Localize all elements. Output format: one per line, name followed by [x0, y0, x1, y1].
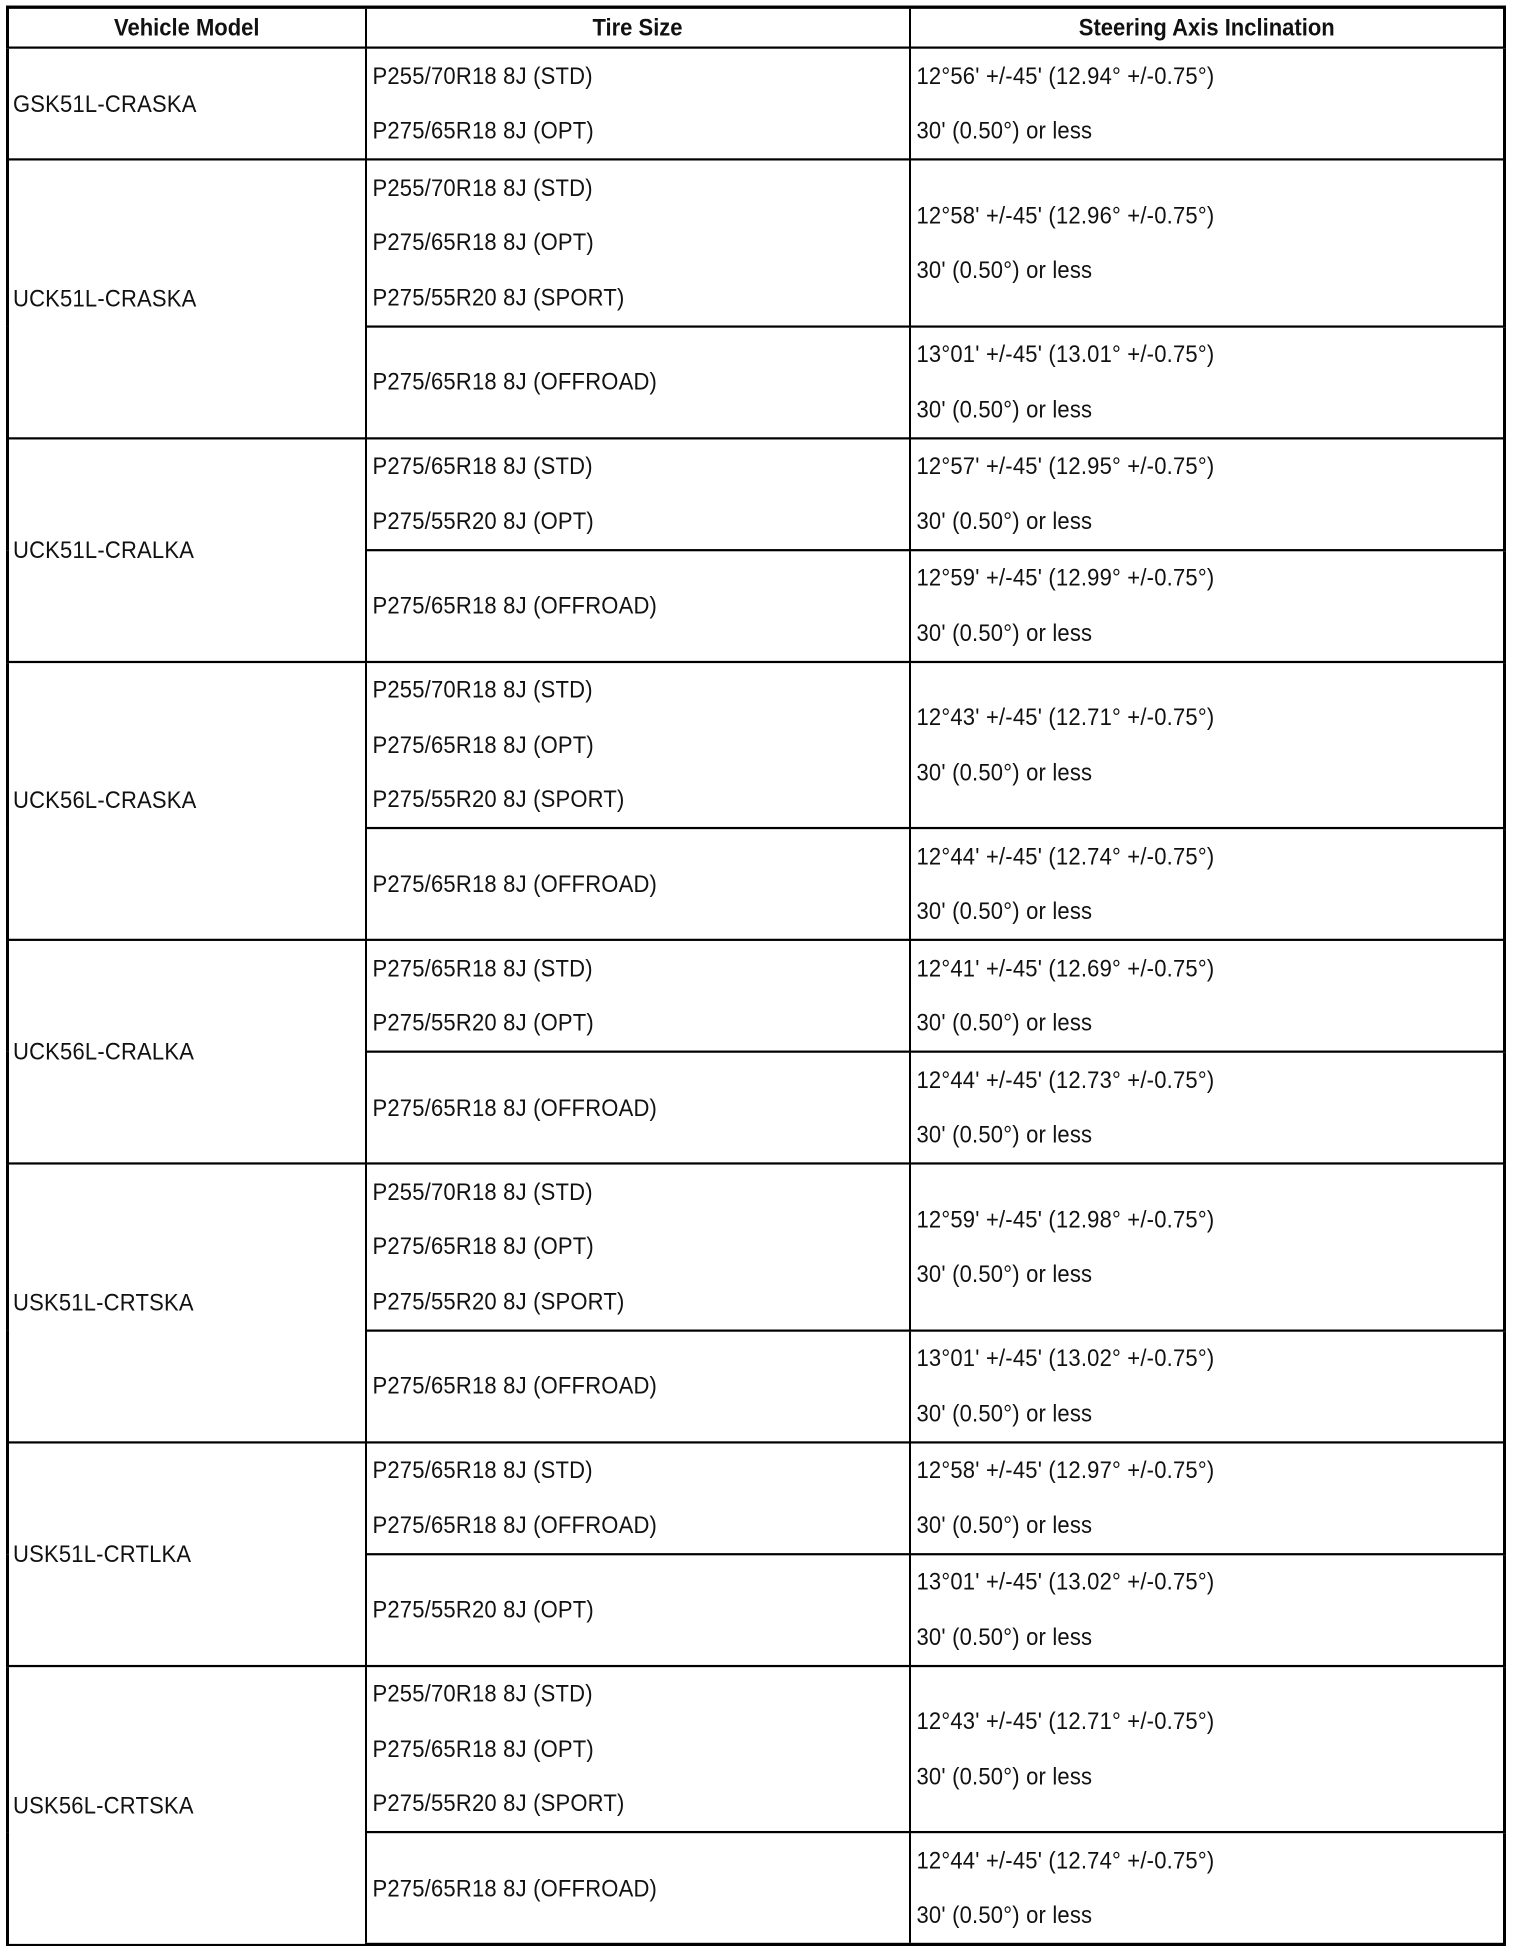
- tire-size-cell: [366, 661, 910, 828]
- column-header-steering-axis-inclination: Steering Axis Inclination: [910, 7, 1505, 47]
- inclination-values: [917, 1694, 1500, 1804]
- vehicle-model-cell: [8, 1163, 366, 1441]
- tire-size-text: P275/55R20 8J (SPORT): [372, 785, 625, 813]
- left-right-difference-text: 30' (0.50°) or less: [916, 255, 1093, 284]
- inclination-values: [917, 1192, 1500, 1302]
- vehicle-model-text: UCK56L-CRALKA: [13, 1037, 195, 1065]
- table-body: [8, 48, 1505, 1945]
- left-right-difference-text: 30' (0.50°) or less: [916, 618, 1093, 647]
- left-right-difference-text: 30' (0.50°) or less: [916, 394, 1093, 423]
- left-right-difference-text: 30' (0.50°) or less: [916, 1761, 1093, 1790]
- inclination-cell: [910, 828, 1505, 940]
- vehicle-model-cell: [8, 48, 366, 160]
- column-header-vehicle-model: Vehicle Model: [8, 7, 366, 47]
- vehicle-model-text: USK51L-CRTLKA: [13, 1539, 192, 1567]
- inclination-cell: [910, 1163, 1505, 1330]
- inclination-values: [917, 188, 1500, 298]
- tire-size-cell: [366, 438, 910, 550]
- inclination-spec-text: 12°58' +/-45' (12.97° +/-0.75°): [916, 1455, 1215, 1484]
- left-right-difference-text: 30' (0.50°) or less: [916, 1008, 1093, 1037]
- tire-size-cell: [366, 940, 910, 1052]
- inclination-values: [917, 1053, 1500, 1163]
- vehicle-model-text: GSK51L-CRASKA: [13, 89, 197, 117]
- tire-size-text: P275/55R20 8J (SPORT): [372, 283, 625, 311]
- tire-size-cell: [366, 1052, 910, 1164]
- tire-size-cell: [366, 159, 910, 326]
- tire-size-text: P275/55R20 8J (OPT): [372, 506, 594, 535]
- inclination-spec-text: 13°01' +/-45' (13.02° +/-0.75°): [916, 1344, 1215, 1372]
- inclination-spec-text: 12°59' +/-45' (12.99° +/-0.75°): [916, 563, 1215, 592]
- left-right-difference-text: 30' (0.50°) or less: [916, 757, 1093, 786]
- inclination-spec-text: 12°41' +/-45' (12.69° +/-0.75°): [916, 953, 1215, 982]
- inclination-values: [917, 551, 1500, 661]
- inclination-spec-text: 12°44' +/-45' (12.74° +/-0.75°): [916, 842, 1215, 870]
- inclination-values: [917, 829, 1500, 939]
- tire-size-text: P275/65R18 8J (STD): [372, 451, 593, 480]
- inclination-spec-text: 12°57' +/-45' (12.95° +/-0.75°): [916, 451, 1215, 480]
- table-row: [8, 661, 1505, 828]
- inclination-values: [917, 690, 1500, 800]
- tire-size-cell: [366, 1554, 910, 1666]
- left-right-difference-text: 30' (0.50°) or less: [916, 1510, 1093, 1539]
- inclination-cell: [910, 438, 1505, 550]
- inclination-values: [917, 327, 1500, 437]
- left-right-difference-text: 30' (0.50°) or less: [916, 1120, 1093, 1149]
- tire-size-text: P275/65R18 8J (OPT): [372, 1734, 594, 1763]
- inclination-spec-text: 12°58' +/-45' (12.96° +/-0.75°): [916, 200, 1215, 229]
- table-row: [8, 438, 1505, 550]
- left-right-difference-text: 30' (0.50°) or less: [916, 1622, 1093, 1651]
- inclination-values: [917, 1331, 1500, 1441]
- tire-size-text: P275/65R18 8J (OFFROAD): [372, 1371, 658, 1400]
- inclination-spec-text: 12°59' +/-45' (12.98° +/-0.75°): [916, 1204, 1215, 1233]
- tire-size-text: P275/65R18 8J (OPT): [372, 730, 594, 759]
- inclination-cell: [910, 1442, 1505, 1554]
- tire-size-cell: [366, 1163, 910, 1330]
- tire-size-text: P275/55R20 8J (SPORT): [372, 1287, 625, 1315]
- vehicle-model-text: UCK56L-CRASKA: [13, 786, 197, 814]
- inclination-cell: [910, 159, 1505, 326]
- tire-size-text: P275/65R18 8J (OFFROAD): [372, 367, 658, 396]
- left-right-difference-text: 30' (0.50°) or less: [916, 896, 1093, 925]
- column-header-tire-size: Tire Size: [366, 7, 910, 47]
- steering-axis-inclination-table: [6, 6, 1506, 1946]
- left-right-difference-text: 30' (0.50°) or less: [916, 116, 1093, 145]
- tire-size-text: P275/65R18 8J (STD): [372, 1455, 593, 1484]
- table-row: [8, 940, 1505, 1052]
- table-row: [8, 1665, 1505, 1832]
- tire-size-text: P275/55R20 8J (OPT): [372, 1595, 594, 1623]
- inclination-cell: [910, 48, 1505, 160]
- tire-size-text: P275/65R18 8J (OFFROAD): [372, 1873, 658, 1902]
- vehicle-model-cell: [8, 940, 366, 1164]
- tire-size-text: P275/55R20 8J (SPORT): [372, 1789, 625, 1817]
- tire-size-text: P255/70R18 8J (STD): [372, 1177, 593, 1206]
- header-row: [8, 7, 1505, 47]
- vehicle-model-cell: [8, 661, 366, 939]
- inclination-values: [917, 439, 1500, 549]
- tire-size-text: P255/70R18 8J (STD): [372, 61, 593, 90]
- inclination-spec-text: 12°56' +/-45' (12.94° +/-0.75°): [916, 61, 1215, 90]
- tire-size-cell: [366, 1442, 910, 1554]
- inclination-values: [917, 1833, 1500, 1943]
- inclination-cell: [910, 1330, 1505, 1442]
- inclination-cell: [910, 940, 1505, 1052]
- inclination-cell: [910, 661, 1505, 828]
- inclination-cell: [910, 550, 1505, 662]
- tire-size-cell: [366, 48, 910, 160]
- vehicle-model-cell: [8, 438, 366, 662]
- tire-size-cell: [366, 550, 910, 662]
- tire-size-text: P275/55R20 8J (OPT): [372, 1008, 594, 1037]
- tire-size-text: P255/70R18 8J (STD): [372, 1679, 593, 1708]
- table-row: [8, 48, 1505, 160]
- inclination-cell: [910, 1554, 1505, 1666]
- inclination-spec-text: 13°01' +/-45' (13.02° +/-0.75°): [916, 1567, 1215, 1596]
- tire-size-text: P275/65R18 8J (OFFROAD): [372, 1510, 658, 1539]
- vehicle-model-cell: [8, 1442, 366, 1666]
- tire-size-cell: [366, 1330, 910, 1442]
- inclination-cell: [910, 326, 1505, 438]
- inclination-cell: [910, 1665, 1505, 1832]
- inclination-values: [917, 49, 1500, 159]
- tire-size-cell: [366, 326, 910, 438]
- tire-size-cell: [366, 1665, 910, 1832]
- inclination-values: [917, 941, 1500, 1051]
- tire-size-text: P275/65R18 8J (OPT): [372, 116, 594, 145]
- tire-size-text: P275/65R18 8J (OFFROAD): [372, 869, 658, 898]
- vehicle-model-text: USK56L-CRTSKA: [13, 1790, 194, 1819]
- inclination-cell: [910, 1832, 1505, 1944]
- tire-size-cell: [366, 1832, 910, 1944]
- tire-size-cell: [366, 828, 910, 940]
- inclination-values: [917, 1555, 1500, 1665]
- vehicle-model-text: UCK51L-CRALKA: [13, 535, 195, 563]
- tire-size-text: P255/70R18 8J (STD): [372, 173, 593, 202]
- tire-size-text: P275/65R18 8J (STD): [372, 953, 593, 982]
- tire-size-text: P275/65R18 8J (OPT): [372, 1232, 594, 1261]
- left-right-difference-text: 30' (0.50°) or less: [916, 506, 1093, 535]
- vehicle-model-cell: [8, 159, 366, 437]
- vehicle-model-text: UCK51L-CRASKA: [13, 284, 197, 312]
- inclination-spec-text: 13°01' +/-45' (13.01° +/-0.75°): [916, 340, 1215, 368]
- left-right-difference-text: 30' (0.50°) or less: [916, 1900, 1093, 1929]
- inclination-spec-text: 12°44' +/-45' (12.74° +/-0.75°): [916, 1846, 1215, 1874]
- tire-size-text: P275/65R18 8J (OFFROAD): [372, 1093, 658, 1121]
- tire-size-text: P275/65R18 8J (OPT): [372, 228, 594, 256]
- tire-size-text: P275/65R18 8J (OFFROAD): [372, 591, 658, 619]
- vehicle-model-cell: [8, 1665, 366, 1944]
- vehicle-model-text: USK51L-CRTSKA: [13, 1288, 194, 1316]
- tire-size-text: P255/70R18 8J (STD): [372, 675, 593, 704]
- table-row: [8, 159, 1505, 326]
- inclination-spec-text: 12°43' +/-45' (12.71° +/-0.75°): [916, 1706, 1215, 1735]
- table-row: [8, 1442, 1505, 1554]
- inclination-spec-text: 12°44' +/-45' (12.73° +/-0.75°): [916, 1065, 1215, 1094]
- inclination-spec-text: 12°43' +/-45' (12.71° +/-0.75°): [916, 702, 1215, 731]
- table-row: [8, 1163, 1505, 1330]
- inclination-values: [917, 1443, 1500, 1553]
- left-right-difference-text: 30' (0.50°) or less: [916, 1398, 1093, 1427]
- inclination-cell: [910, 1052, 1505, 1164]
- left-right-difference-text: 30' (0.50°) or less: [916, 1259, 1093, 1288]
